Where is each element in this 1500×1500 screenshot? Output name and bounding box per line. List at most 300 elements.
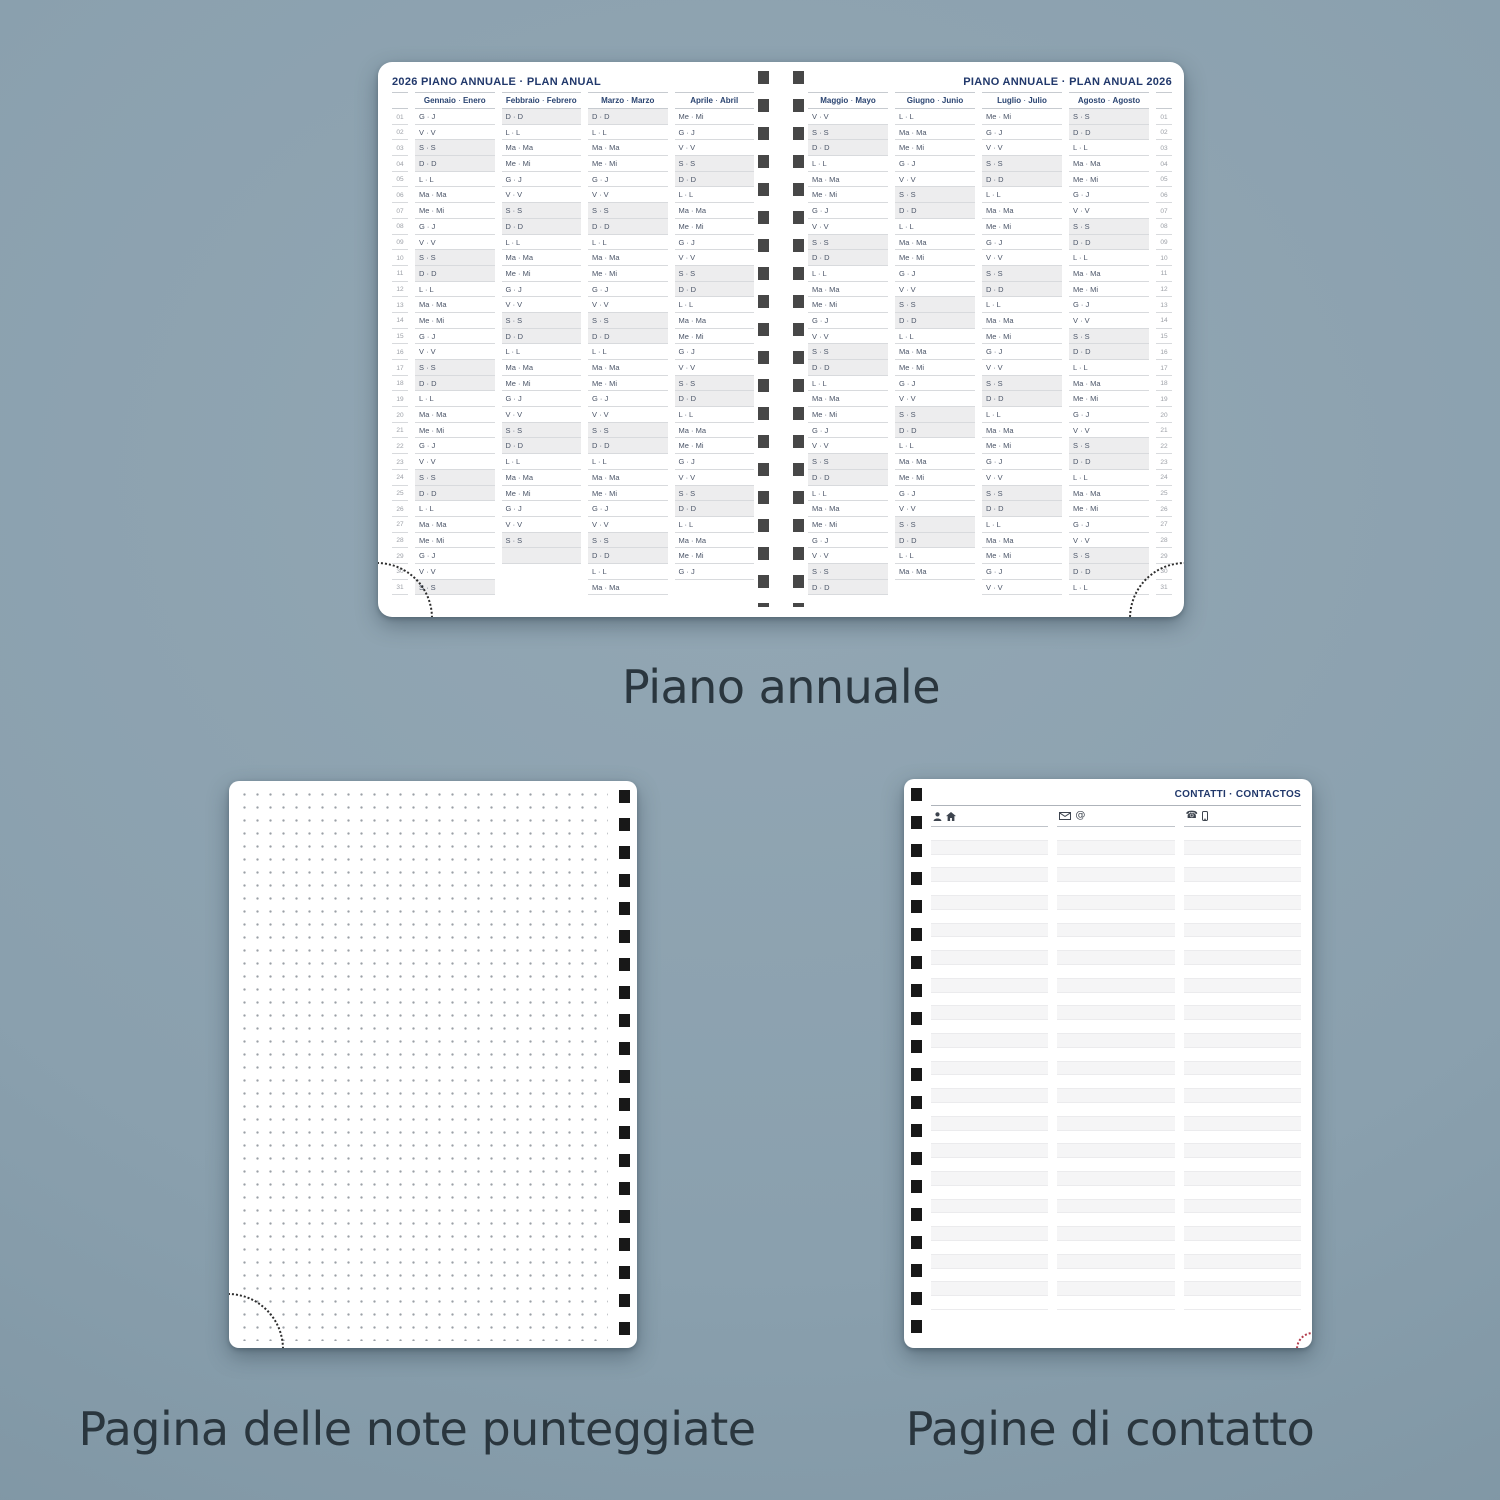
contact-entry-row <box>1184 1103 1301 1117</box>
annual-left-title-bold: PLAN ANUAL <box>526 76 601 88</box>
dot-grid <box>238 788 608 1341</box>
day-number: 28 <box>1156 533 1172 549</box>
day-cell: Ma · Ma <box>415 187 495 203</box>
day-cell: D · D <box>982 501 1062 517</box>
contact-entry-row <box>1057 882 1174 896</box>
day-cell: G · J <box>415 219 495 235</box>
contact-entry-row <box>1184 993 1301 1007</box>
day-number: 07 <box>392 203 408 219</box>
day-cell: V · V <box>415 235 495 251</box>
day-cell: G · J <box>808 203 888 219</box>
day-number: 18 <box>392 376 408 392</box>
day-cell: V · V <box>675 360 755 376</box>
day-cell: Me · Mi <box>982 548 1062 564</box>
day-cell: Me · Mi <box>1069 172 1149 188</box>
day-number: 06 <box>1156 187 1172 203</box>
day-cell: S · S <box>1069 219 1149 235</box>
contact-entry-row <box>931 1006 1048 1020</box>
day-cell: D · D <box>415 156 495 172</box>
day-number: 23 <box>392 454 408 470</box>
contact-entry-row <box>1057 1158 1174 1172</box>
day-number: 14 <box>392 313 408 329</box>
contact-entry-row <box>1184 965 1301 979</box>
contacts-column-header-email <box>1057 808 1174 827</box>
day-cell: S · S <box>895 517 975 533</box>
month-header <box>415 92 495 109</box>
day-number: 13 <box>392 297 408 313</box>
contact-entry-row <box>931 868 1048 882</box>
day-cell: L · L <box>1069 250 1149 266</box>
contact-entry-row <box>1057 965 1174 979</box>
day-cell: V · V <box>808 109 888 125</box>
day-cell: L · L <box>1069 140 1149 156</box>
day-cell: G · J <box>982 125 1062 141</box>
day-cell: G · J <box>982 235 1062 251</box>
contact-entry-row <box>1184 841 1301 855</box>
day-cell: Me · Mi <box>895 470 975 486</box>
day-cell: Me · Mi <box>415 423 495 439</box>
contact-entry-row <box>931 1227 1048 1241</box>
contact-entry-row <box>1184 1213 1301 1227</box>
month-name-it: Aprile <box>690 96 713 105</box>
month-name-it: Maggio <box>820 96 849 105</box>
contact-entry-row <box>1184 1075 1301 1089</box>
month-name-es: Junio <box>941 96 964 105</box>
day-cell: V · V <box>502 517 582 533</box>
day-cell: Ma · Ma <box>502 470 582 486</box>
day-cell: G · J <box>675 344 755 360</box>
day-cell: V · V <box>588 517 668 533</box>
annual-right-title-regular: PIANO ANNUALE · <box>963 76 1070 88</box>
contact-entry-row <box>1184 1296 1301 1310</box>
contact-entry-row <box>1057 1241 1174 1255</box>
day-cell: Ma · Ma <box>675 203 755 219</box>
day-cell: S · S <box>982 266 1062 282</box>
day-cell <box>502 564 582 580</box>
day-number: 01 <box>1156 109 1172 125</box>
contact-entry-row <box>1057 1172 1174 1186</box>
day-cell: L · L <box>502 344 582 360</box>
day-cell: S · S <box>415 250 495 266</box>
day-cell: Ma · Ma <box>588 140 668 156</box>
contact-entry-row <box>1184 882 1301 896</box>
day-cell: V · V <box>1069 313 1149 329</box>
day-cell: G · J <box>895 486 975 502</box>
contact-entry-row <box>1184 1062 1301 1076</box>
month-name-it: Luglio <box>997 96 1022 105</box>
contact-entry-row <box>1184 855 1301 869</box>
day-cell: Me · Mi <box>415 203 495 219</box>
contact-entry-row <box>1184 1282 1301 1296</box>
day-number: 03 <box>1156 140 1172 156</box>
contacts-content <box>931 788 1301 1338</box>
day-number: 09 <box>1156 235 1172 251</box>
day-number-column <box>392 92 408 595</box>
contact-entry-row <box>1057 1075 1174 1089</box>
day-cell: Ma · Ma <box>982 423 1062 439</box>
day-cell: L · L <box>808 376 888 392</box>
day-cell: S · S <box>808 564 888 580</box>
day-cell: G · J <box>808 533 888 549</box>
day-cell: Me · Mi <box>588 486 668 502</box>
mobile-icon <box>1202 811 1208 821</box>
day-cell: Ma · Ma <box>502 250 582 266</box>
day-number: 30 <box>392 564 408 580</box>
day-number-column <box>1156 92 1172 595</box>
day-cell: L · L <box>588 235 668 251</box>
day-number: 15 <box>392 329 408 345</box>
day-number: 04 <box>392 156 408 172</box>
day-cell: D · D <box>808 250 888 266</box>
day-cell: Ma · Ma <box>808 282 888 298</box>
month-name-it: Giugno <box>906 96 935 105</box>
month-header <box>895 92 975 109</box>
contact-entry-row <box>1184 1048 1301 1062</box>
contact-entry-row <box>931 1062 1048 1076</box>
contact-entry-row <box>1184 1131 1301 1145</box>
day-cell: L · L <box>588 344 668 360</box>
day-cell: L · L <box>982 187 1062 203</box>
at-icon: @ <box>1075 810 1086 821</box>
annual-left-title <box>392 74 754 92</box>
day-cell: Ma · Ma <box>982 533 1062 549</box>
contact-entry-row <box>1184 1186 1301 1200</box>
month-name-es: Julio <box>1028 96 1047 105</box>
day-number: 20 <box>392 407 408 423</box>
day-cell: V · V <box>675 140 755 156</box>
annual-left-title-regular: 2026 PIANO ANNUALE · <box>392 76 527 88</box>
day-cell: D · D <box>675 501 755 517</box>
day-cell: G · J <box>588 501 668 517</box>
contact-entry-row <box>1057 1034 1174 1048</box>
month-column-marzo <box>588 92 668 595</box>
day-cell: S · S <box>982 156 1062 172</box>
month-name-it: Marzo <box>601 96 625 105</box>
day-number: 02 <box>1156 125 1172 141</box>
contact-entry-row <box>1184 1255 1301 1269</box>
contact-entry-row <box>931 896 1048 910</box>
day-cell: D · D <box>808 580 888 596</box>
day-number: 17 <box>1156 360 1172 376</box>
day-cell: S · S <box>808 125 888 141</box>
annual-planner-spread <box>378 62 1184 617</box>
contact-entry-row <box>931 827 1048 841</box>
day-cell <box>502 548 582 564</box>
day-cell: S · S <box>415 580 495 596</box>
contact-entry-row <box>931 841 1048 855</box>
month-column-luglio <box>982 92 1062 595</box>
contact-entry-row <box>1057 1186 1174 1200</box>
annual-table-right <box>808 92 1172 595</box>
day-cell: L · L <box>808 486 888 502</box>
day-number: 29 <box>392 548 408 564</box>
day-cell: L · L <box>675 517 755 533</box>
day-cell: Me · Mi <box>1069 391 1149 407</box>
contact-entry-row <box>1184 1200 1301 1214</box>
contact-entry-row <box>931 1089 1048 1103</box>
day-cell: Me · Mi <box>502 156 582 172</box>
contact-entry-row <box>931 1117 1048 1131</box>
day-cell: Ma · Ma <box>895 235 975 251</box>
day-number: 21 <box>392 423 408 439</box>
month-column-giugno <box>895 92 975 595</box>
day-cell: S · S <box>808 344 888 360</box>
month-column-agosto <box>1069 92 1149 595</box>
day-cell: G · J <box>502 391 582 407</box>
day-cell: Me · Mi <box>415 313 495 329</box>
day-cell: Ma · Ma <box>675 423 755 439</box>
day-cell: D · D <box>588 329 668 345</box>
contact-entry-row <box>1184 979 1301 993</box>
day-cell: Me · Mi <box>502 486 582 502</box>
day-cell: G · J <box>1069 297 1149 313</box>
contact-entry-row <box>1057 1103 1174 1117</box>
day-cell <box>502 580 582 596</box>
day-cell: G · J <box>808 313 888 329</box>
contact-entry-row <box>1184 924 1301 938</box>
contacts-column-header-name-address <box>931 808 1048 827</box>
contact-entry-row <box>1057 1200 1174 1214</box>
day-cell: Me · Mi <box>808 187 888 203</box>
day-number: 12 <box>1156 282 1172 298</box>
day-cell: D · D <box>808 360 888 376</box>
contact-entry-row <box>1184 1089 1301 1103</box>
month-name-it: Gennaio <box>423 96 456 105</box>
day-cell: G · J <box>982 564 1062 580</box>
contact-entry-row <box>1184 1269 1301 1283</box>
day-cell: D · D <box>502 219 582 235</box>
annual-right-page <box>808 74 1172 595</box>
spiral-binding-holes <box>793 71 804 607</box>
contact-entry-row <box>931 1103 1048 1117</box>
day-cell: Me · Mi <box>675 109 755 125</box>
contacts-title <box>931 788 1301 806</box>
contact-entry-row <box>1184 827 1301 841</box>
day-number: 24 <box>392 470 408 486</box>
day-cell: L · L <box>415 172 495 188</box>
contact-entry-row <box>931 1255 1048 1269</box>
day-cell: Me · Mi <box>808 517 888 533</box>
day-cell: G · J <box>415 438 495 454</box>
day-cell: Me · Mi <box>982 109 1062 125</box>
contact-entry-row <box>1184 1020 1301 1034</box>
contact-entry-row <box>1057 979 1174 993</box>
day-number: 28 <box>392 533 408 549</box>
day-cell: L · L <box>808 266 888 282</box>
day-cell: D · D <box>895 203 975 219</box>
day-cell: S · S <box>588 313 668 329</box>
day-cell: L · L <box>415 282 495 298</box>
day-cell: V · V <box>982 580 1062 596</box>
day-cell: S · S <box>588 203 668 219</box>
month-name-it: Agosto <box>1077 96 1106 105</box>
day-cell: G · J <box>675 564 755 580</box>
month-name-separator: · <box>848 96 856 105</box>
day-number: 06 <box>392 187 408 203</box>
contact-entry-row <box>1057 1020 1174 1034</box>
day-cell: S · S <box>982 486 1062 502</box>
day-cell: Ma · Ma <box>1069 266 1149 282</box>
day-cell: G · J <box>588 282 668 298</box>
annual-right-title-bold: PLAN ANUAL 2026 <box>1069 76 1172 88</box>
contact-entry-row <box>1057 868 1174 882</box>
day-cell: S · S <box>675 376 755 392</box>
day-cell: Me · Mi <box>1069 282 1149 298</box>
contact-entry-row <box>931 1158 1048 1172</box>
day-cell: D · D <box>415 266 495 282</box>
contact-entry-row <box>931 1296 1048 1310</box>
day-cell: L · L <box>895 548 975 564</box>
day-cell: Me · Mi <box>588 156 668 172</box>
day-cell: S · S <box>982 376 1062 392</box>
contact-entry-row <box>931 1213 1048 1227</box>
contact-entry-row <box>931 965 1048 979</box>
month-name-separator: · <box>1105 96 1113 105</box>
contact-entry-row <box>931 855 1048 869</box>
day-number: 25 <box>1156 486 1172 502</box>
day-number: 10 <box>392 250 408 266</box>
day-cell: L · L <box>1069 470 1149 486</box>
day-cell: Ma · Ma <box>982 203 1062 219</box>
day-cell: S · S <box>502 423 582 439</box>
day-cell: Me · Mi <box>982 438 1062 454</box>
spiral-binding-holes <box>758 71 769 607</box>
day-number: 26 <box>1156 501 1172 517</box>
day-cell: L · L <box>895 219 975 235</box>
day-cell: S · S <box>1069 438 1149 454</box>
caption-dotted-notes: Pagina delle note punteggiate <box>78 1402 756 1456</box>
contact-entry-row <box>1184 910 1301 924</box>
day-number: 10 <box>1156 250 1172 266</box>
annual-left-page <box>392 74 754 595</box>
day-cell: L · L <box>808 156 888 172</box>
day-number: 31 <box>1156 580 1172 596</box>
month-name-es: Mayo <box>855 96 876 105</box>
contact-entry-row <box>1184 1227 1301 1241</box>
contact-entry-row <box>1057 924 1174 938</box>
day-cell: D · D <box>415 376 495 392</box>
day-cell: V · V <box>982 140 1062 156</box>
day-cell: L · L <box>502 235 582 251</box>
day-cell: V · V <box>502 187 582 203</box>
day-cell: L · L <box>588 125 668 141</box>
day-cell: D · D <box>982 282 1062 298</box>
day-cell: D · D <box>675 282 755 298</box>
day-number: 02 <box>392 125 408 141</box>
day-cell: S · S <box>675 156 755 172</box>
month-name-es: Abril <box>720 96 739 105</box>
day-cell: V · V <box>808 219 888 235</box>
day-cell: D · D <box>895 423 975 439</box>
contact-entry-row <box>1184 937 1301 951</box>
day-cell: D · D <box>982 391 1062 407</box>
day-cell: D · D <box>1069 454 1149 470</box>
day-cell: D · D <box>1069 235 1149 251</box>
month-name-separator: · <box>1021 96 1029 105</box>
month-column-febbraio <box>502 92 582 595</box>
day-cell: V · V <box>1069 533 1149 549</box>
contact-entry-row <box>1057 1006 1174 1020</box>
day-cell: Ma · Ma <box>808 391 888 407</box>
day-cell: S · S <box>675 486 755 502</box>
contact-entry-row <box>1057 1255 1174 1269</box>
day-cell: Me · Mi <box>502 266 582 282</box>
contact-entry-row <box>1184 896 1301 910</box>
contact-entry-row <box>1057 1144 1174 1158</box>
annual-right-title <box>808 74 1172 92</box>
contact-entry-row <box>1057 1048 1174 1062</box>
contact-entry-row <box>1057 1213 1174 1227</box>
month-name-separator: · <box>624 96 632 105</box>
month-name-es: Febrero <box>546 96 577 105</box>
day-cell: D · D <box>415 486 495 502</box>
day-cell: L · L <box>588 564 668 580</box>
month-column-gennaio <box>415 92 495 595</box>
caption-annual-plan: Piano annuale <box>621 660 941 714</box>
month-name-es: Agosto <box>1112 96 1141 105</box>
day-cell: V · V <box>502 407 582 423</box>
day-number: 22 <box>392 438 408 454</box>
contact-entry-row <box>931 1186 1048 1200</box>
day-cell: Me · Mi <box>675 548 755 564</box>
day-cell: G · J <box>415 548 495 564</box>
day-number: 24 <box>1156 470 1172 486</box>
day-cell: Me · Mi <box>675 438 755 454</box>
day-cell: G · J <box>1069 517 1149 533</box>
contact-entry-row <box>1057 951 1174 965</box>
day-cell: S · S <box>415 140 495 156</box>
contact-entry-row <box>1057 910 1174 924</box>
contacts-title-bold: CONTACTOS <box>1235 789 1301 800</box>
day-cell: Me · Mi <box>982 219 1062 235</box>
day-cell: Ma · Ma <box>415 407 495 423</box>
contact-entry-row <box>1057 1131 1174 1145</box>
day-cell: Me · Mi <box>675 219 755 235</box>
day-cell: V · V <box>895 172 975 188</box>
day-cell: Ma · Ma <box>808 172 888 188</box>
day-cell: S · S <box>415 360 495 376</box>
day-cell: Ma · Ma <box>588 470 668 486</box>
day-number: 27 <box>392 517 408 533</box>
day-cell: D · D <box>502 109 582 125</box>
day-cell: S · S <box>675 266 755 282</box>
day-cell: V · V <box>808 438 888 454</box>
day-cell: Ma · Ma <box>502 140 582 156</box>
spiral-binding-holes <box>619 790 630 1339</box>
day-number: 03 <box>392 140 408 156</box>
contact-entry-row <box>931 993 1048 1007</box>
day-cell: Ma · Ma <box>1069 486 1149 502</box>
person-icon <box>933 812 942 821</box>
day-cell: G · J <box>895 376 975 392</box>
day-cell: S · S <box>1069 109 1149 125</box>
day-cell: Me · Mi <box>808 297 888 313</box>
contact-entry-row <box>931 1075 1048 1089</box>
day-cell: L · L <box>415 391 495 407</box>
day-cell: G · J <box>808 423 888 439</box>
day-number: 16 <box>392 344 408 360</box>
contact-entry-row <box>1057 1227 1174 1241</box>
contacts-table <box>931 808 1301 1310</box>
day-cell: Me · Mi <box>415 533 495 549</box>
day-cell: S · S <box>1069 548 1149 564</box>
day-cell: Ma · Ma <box>1069 376 1149 392</box>
caption-contact-pages: Pagine di contatto <box>905 1402 1315 1456</box>
day-cell: S · S <box>895 297 975 313</box>
contact-entry-row <box>1057 937 1174 951</box>
day-cell: G · J <box>675 235 755 251</box>
day-cell: L · L <box>502 125 582 141</box>
